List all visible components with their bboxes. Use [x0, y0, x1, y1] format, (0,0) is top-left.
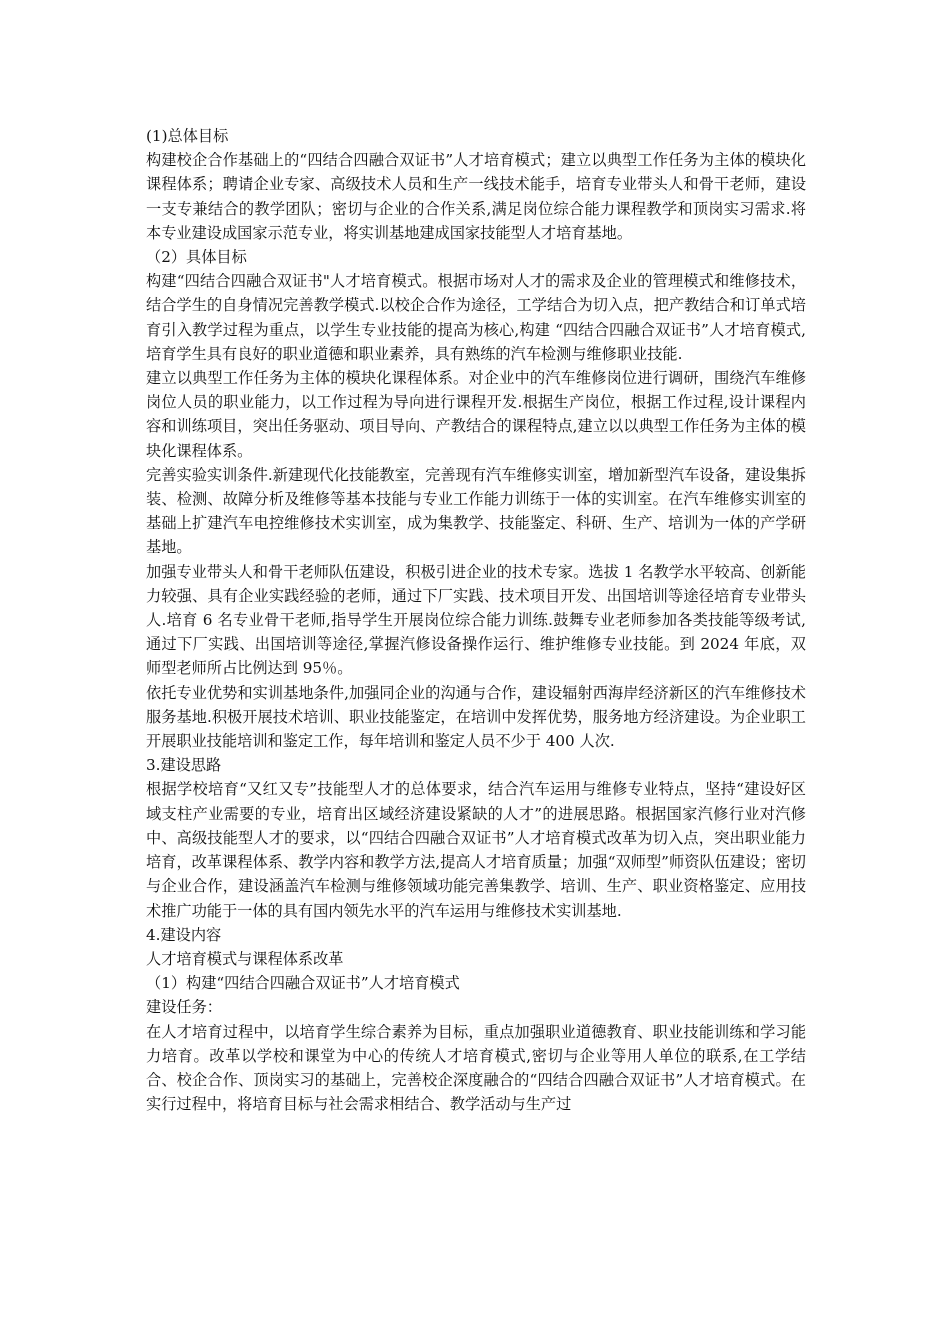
heading-construction-approach: 3.建设思路	[146, 756, 222, 775]
paragraph-teacher-team: 加强专业带头人和骨干老师队伍建设，积极引进企业的技术专家。选拔 1 名教学水平较高、创新能力较强、具有企业实践经验的老师，通过下厂实践、技术项目开发、出国培训等途径培育专业带头人.培育 6 名专业骨干老师,指导学生开展岗位综合能力训练.鼓舞专业老师参加各类技能等级考试,通过下厂实践、出国培训等途径,掌握汽修设备操作运行、维护维修专业技能。到 2024 年底，双师型老师所占比例达到 95％。	[146, 562, 806, 678]
paragraph-curriculum-system: 建立以典型工作任务为主体的模块化课程体系。对企业中的汽车维修岗位进行调研，围绕汽车维修岗位人员的职业能力，以工作过程为导向进行课程开发.根据生产岗位，根据工作过程,设计课程内容和训练项目，突出任务驱动、项目导向、产教结合的课程特点,建立以以典型工作任务为主体的模块化课程体系。	[146, 369, 806, 460]
subheading-model-reform: 人才培育模式与课程体系改革	[146, 949, 344, 968]
label-construction-tasks: 建设任务：	[146, 998, 222, 1017]
heading-construction-content: 4.建设内容	[146, 925, 222, 944]
paragraph-construction-approach: 根据学校培育“又红又专”技能型人才的总体要求，结合汽车运用与维修专业特点，坚持“建设好区域支柱产业需要的专业，培育出区域经济建设紧缺的人才”的进展思路。根据国家汽修行业对汽修中、高级技能型人才的要求，以“四结合四融合双证书”人才培育模式改革为切入点，突出职业能力培育，改革课程体系、教学内容和教学方法,提高人才培育质量；加强“双师型”师资队伍建设；密切与企业合作，建设涵盖汽车检测与维修领域功能完善集教学、培训、生产、职业资格鉴定、应用技术推广功能于一体的具有国内领先水平的汽车运用与维修技术实训基地.	[146, 780, 806, 920]
paragraph-service-base: 依托专业优势和实训基地条件,加强同企业的沟通与合作，建设辐射西海岸经济新区的汽车维修技术服务基地.积极开展技术培训、职业技能鉴定，在培训中发挥优势，服务地方经济建设。为企业职工开展职业技能培训和鉴定工作，每年培训和鉴定人员不少于 400 人次.	[146, 683, 806, 751]
paragraph-overall-goal: 构建校企合作基础上的“四结合四融合双证书”人才培育模式；建立以典型工作任务为主体的模块化课程体系；聘请企业专家、高级技术人员和生产一线技术能手，培育专业带头人和骨干老师，建设一支专兼结合的教学团队；密切与企业的合作关系,满足岗位综合能力课程教学和顶岗实习需求.将本专业建设成国家示范专业，将实训基地建成国家技能型人才培育基地。	[146, 151, 806, 242]
paragraph-training-facilities: 完善实验实训条件.新建现代化技能教室，完善现有汽车维修实训室，增加新型汽车设备，建设集拆装、检测、故障分析及维修等基本技能与专业工作能力训练于一体的实训室。在汽车维修实训室的基础上扩建汽车电控维修技术实训室，成为集教学、技能鉴定、科研、生产、培训为一体的产学研基地。	[146, 465, 806, 557]
document-body	[146, 124, 806, 1116]
paragraph-training-process: 在人才培育过程中，以培育学生综合素养为目标，重点加强职业道德教育、职业技能训练和学习能力培育。改革以学校和课堂为中心的传统人才培育模式,密切与企业等用人单位的联系,在工学结合、校企合作、顶岗实习的基础上，完善校企深度融合的“四结合四融合双证书”人才培育模式。在实行过程中，将培育目标与社会需求相结合、教学活动与生产过	[146, 1022, 806, 1114]
paragraph-training-model: 构建“四结合四融合双证书"人才培育模式。根据市场对人才的需求及企业的管理模式和维修技术，结合学生的自身情况完善教学模式.以校企合作为途径，工学结合为切入点，把产教结合和订单式培育引入教学过程为重点，以学生专业技能的提高为核心,构建 “四结合四融合双证书”人才培育模式,培育学生具有良好的职业道德和职业素养，具有熟练的汽车检测与维修职业技能.	[146, 272, 806, 363]
subheading-build-model: （1）构建“四结合四融合双证书”人才培育模式	[146, 974, 460, 993]
heading-overall-goal: (1)总体目标	[146, 127, 229, 145]
heading-specific-goal: （2）具体目标	[146, 248, 247, 267]
